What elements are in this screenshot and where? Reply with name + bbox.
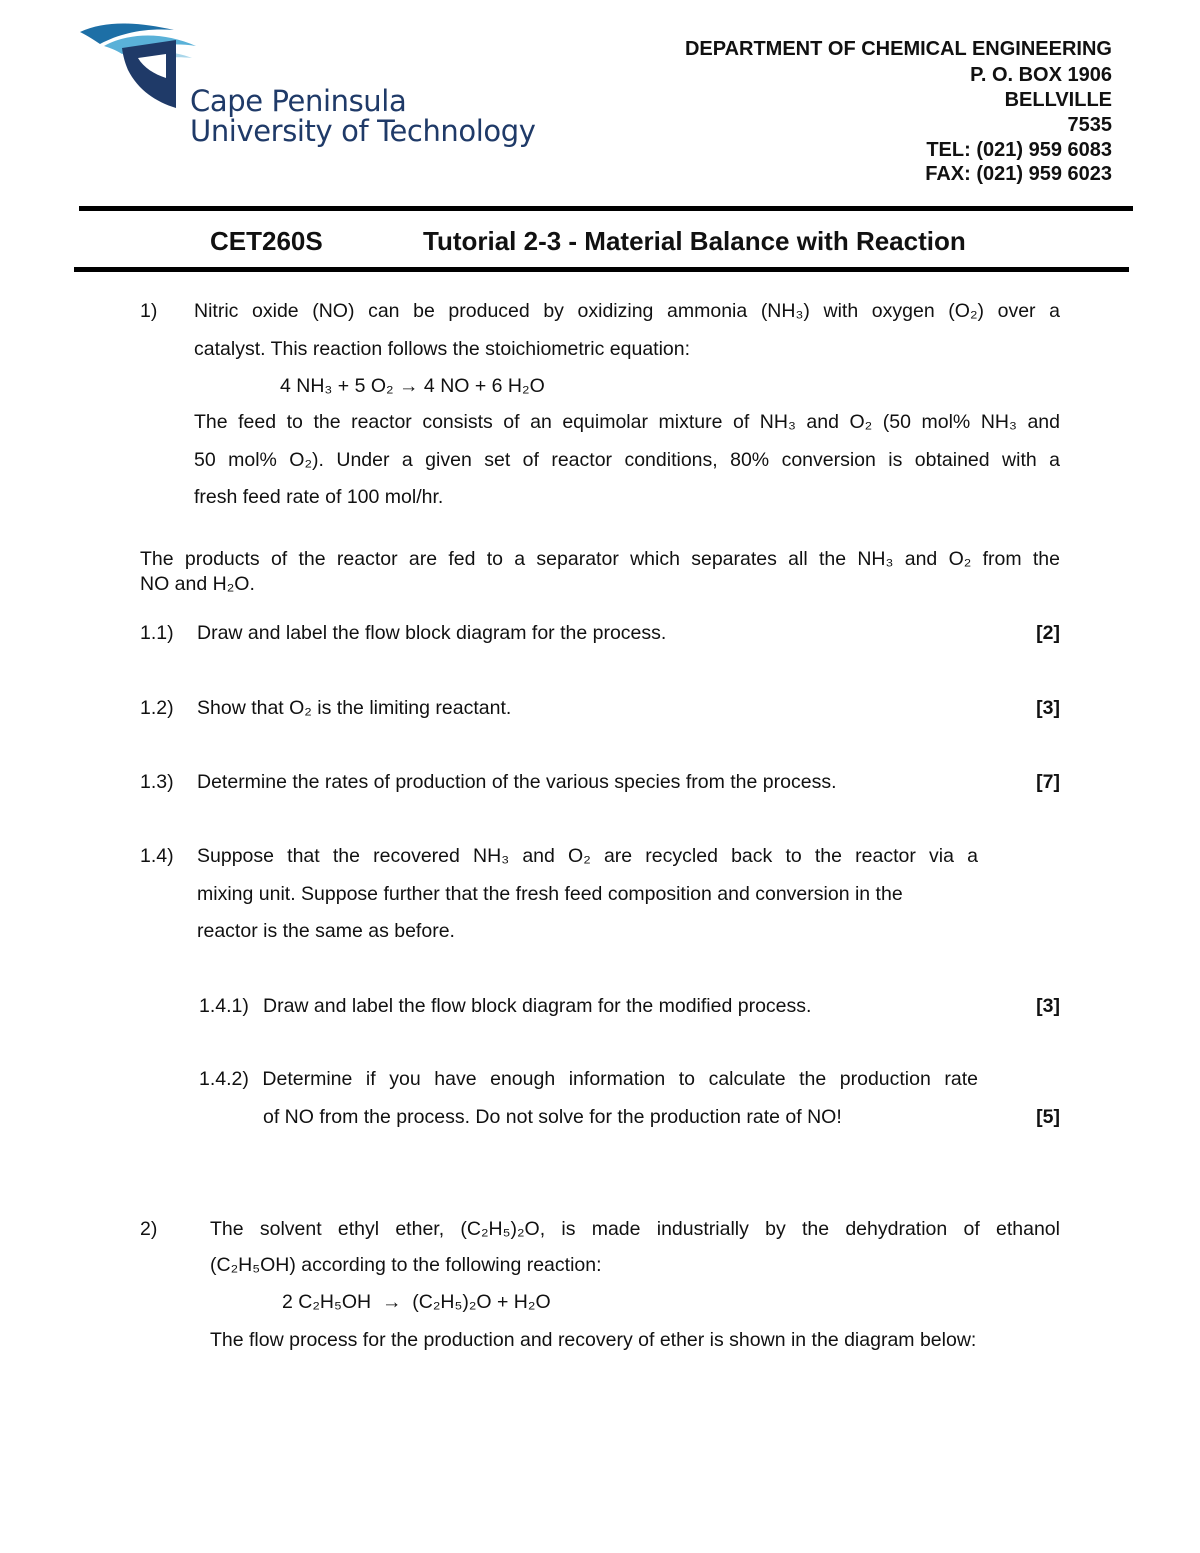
q1-4-1-number: 1.4.1) [199,995,249,1017]
fax: FAX: (021) 959 6023 [925,163,1112,185]
q1-1-text: Draw and label the flow block diagram for the process. [197,622,667,644]
q2-line3: The flow process for the production and recovery of ether is shown in the diagram below: [210,1329,977,1351]
q1-2-number: 1.2) [140,697,174,719]
q1-feed-line1: The feed to the reactor consists of an equimolar mixture of NH₃ and O₂ (50 mol% NH₃ and [194,411,1060,433]
q2-number: 2) [140,1218,158,1240]
q1-feed-line3: fresh feed rate of 100 mol/hr. [194,486,444,508]
title-top-rule [79,206,1133,211]
q1-4-line3: reactor is the same as before. [197,920,455,942]
q1-4-2-line1: 1.4.2) Determine if you have enough information to calculate the production rate [199,1068,978,1090]
q1-4-2-line2: of NO from the process. Do not solve for the production rate of NO! [263,1106,842,1128]
q1-equation: 4 NH₃ + 5 O₂ → 4 NO + 6 H₂O [280,375,545,397]
q1-separator-line1: The products of the reactor are fed to a separator which separates all the NH₃ and O₂ from the [140,548,1060,570]
q1-3-text: Determine the rates of production of the various species from the process. [197,771,837,793]
q1-intro-line1: Nitric oxide (NO) can be produced by oxidizing ammonia (NH₃) with oxygen (O₂) over a [194,300,1060,322]
q1-3-number: 1.3) [140,771,174,793]
q1-2-marks: [3] [1036,697,1060,719]
city: BELLVILLE [1004,89,1112,111]
q1-4-1-marks: [3] [1036,995,1060,1017]
q1-number: 1) [140,300,158,322]
university-logo [78,18,203,118]
q1-3-marks: [7] [1036,771,1060,793]
postal-code: 7535 [1067,114,1112,136]
department-name: DEPARTMENT OF CHEMICAL ENGINEERING [684,38,1112,60]
q2-line1: The solvent ethyl ether, (C₂H₅)₂O, is made industrially by the dehydration of ethanol [210,1218,1060,1240]
university-name-line1: Cape Peninsula [190,84,407,118]
tutorial-title: Tutorial 2-3 - Material Balance with Reaction [423,226,966,256]
q1-separator-line2: NO and H₂O. [140,573,255,595]
university-name-line2: University of Technology [190,114,536,148]
q1-4-1-text: Draw and label the flow block diagram for the modified process. [263,995,812,1017]
q1-intro-line2: catalyst. This reaction follows the stoichiometric equation: [194,338,691,360]
po-box: P. O. BOX 1906 [970,64,1112,86]
logo-shield [122,40,176,108]
q1-1-marks: [2] [1036,622,1060,644]
q2-equation: 2 C₂H₅OH → (C₂H₅)₂O + H₂O [282,1291,551,1313]
course-code: CET260S [210,226,323,256]
q1-2-text: Show that O₂ is the limiting reactant. [197,697,512,719]
q1-4-number: 1.4) [140,845,174,867]
telephone: TEL: (021) 959 6083 [926,139,1112,161]
q1-4-line2: mixing unit. Suppose further that the fresh feed composition and conversion in the [197,883,903,905]
title-bottom-rule [74,267,1129,272]
q1-4-line1: Suppose that the recovered NH₃ and O₂ are recycled back to the reactor via a [197,845,978,867]
q2-line2: (C₂H₅OH) according to the following reaction: [210,1254,602,1276]
q1-feed-line2: 50 mol% O₂). Under a given set of reactor conditions, 80% conversion is obtained with a [194,449,1060,471]
q1-4-2-marks: [5] [1036,1106,1060,1128]
q1-1-number: 1.1) [140,622,174,644]
